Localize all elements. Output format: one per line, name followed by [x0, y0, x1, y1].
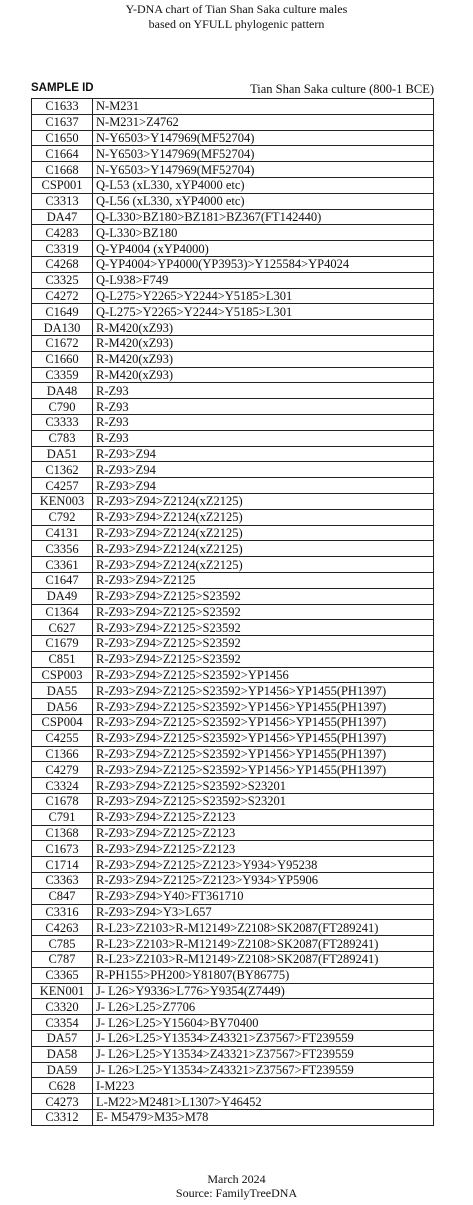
sample-id-cell: C3316	[32, 904, 93, 920]
table-row	[32, 952, 434, 968]
table-row	[32, 414, 434, 430]
haplogroup-cell: R-Z93>Z94>Z2125>Z2123	[93, 825, 434, 841]
sample-id-cell: C4283	[32, 225, 93, 241]
sample-id-cell: C1714	[32, 857, 93, 873]
table-row	[32, 383, 434, 399]
haplogroup-cell: R-Z93>Z94>Z2124(xZ2125)	[93, 493, 434, 509]
haplogroup-cell: R-Z93>Z94	[93, 478, 434, 494]
table-row	[32, 478, 434, 494]
sample-id-cell: C3333	[32, 414, 93, 430]
table-row	[32, 146, 434, 162]
table-row	[32, 572, 434, 588]
haplogroup-cell: R-Z93>Z94>Z2125>Z2123	[93, 841, 434, 857]
table-row	[32, 462, 434, 478]
haplogroup-cell: R-Z93>Z94>Z2125>S23592>YP1456>YP1455(PH1397)	[93, 715, 434, 731]
sample-id-cell: C4273	[32, 1094, 93, 1110]
sample-id-cell: C1637	[32, 114, 93, 130]
sample-id-cell: C3356	[32, 541, 93, 557]
haplogroup-cell: Q-L938>F749	[93, 272, 434, 288]
haplogroup-cell: R-Z93>Z94>Z2125>S23592>S23201	[93, 794, 434, 810]
chart-title	[0, 2, 473, 32]
haplogroup-cell: R-Z93>Z94>Z2125>S23592>YP1456>YP1455(PH1397)	[93, 683, 434, 699]
table-row	[32, 809, 434, 825]
table-row	[32, 636, 434, 652]
haplogroup-cell: N-Y6503>Y147969(MF52704)	[93, 146, 434, 162]
sample-id-cell: DA51	[32, 446, 93, 462]
haplogroup-cell: R-Z93>Z94>Z2125>S23592	[93, 651, 434, 667]
haplogroup-cell: R-Z93	[93, 399, 434, 415]
haplogroup-cell: J- L26>L25>Y15604>BY70400	[93, 1015, 434, 1031]
haplogroup-cell: R-Z93>Z94>Z2124(xZ2125)	[93, 557, 434, 573]
haplogroup-cell: R-Z93>Z94>Z2125>S23592>YP1456>YP1455(PH1397)	[93, 699, 434, 715]
table-row	[32, 225, 434, 241]
sample-id-cell: DA58	[32, 1046, 93, 1062]
haplogroup-cell: R-Z93>Z94>Z2124(xZ2125)	[93, 525, 434, 541]
table-row	[32, 209, 434, 225]
haplogroup-cell: I-M223	[93, 1078, 434, 1094]
sample-id-cell: C1678	[32, 794, 93, 810]
table-row	[32, 983, 434, 999]
sample-id-cell: C1364	[32, 604, 93, 620]
sample-id-cell: DA55	[32, 683, 93, 699]
haplogroup-cell: J- L26>L25>Z7706	[93, 999, 434, 1015]
haplogroup-cell: R-Z93>Z94>Z2125>S23592>S23201	[93, 778, 434, 794]
sample-id-cell: C3354	[32, 1015, 93, 1031]
sample-id-cell: C4255	[32, 730, 93, 746]
haplogroup-cell: J- L26>L25>Y13534>Z43321>Z37567>FT239559	[93, 1062, 434, 1078]
sample-id-cell: DA59	[32, 1062, 93, 1078]
table-row	[32, 730, 434, 746]
table-row	[32, 525, 434, 541]
sample-id-cell: C4268	[32, 256, 93, 272]
haplogroup-cell: R-Z93>Z94>Y40>FT361710	[93, 888, 434, 904]
sample-id-cell: C847	[32, 888, 93, 904]
table-row	[32, 873, 434, 889]
sample-id-cell: C1673	[32, 841, 93, 857]
chart-title-line-2: based on YFULL phylogenic pattern	[148, 17, 325, 31]
haplogroup-cell: Q-L330>BZ180	[93, 225, 434, 241]
haplogroup-cell: R-Z93>Z94	[93, 446, 434, 462]
table-row	[32, 857, 434, 873]
table-row	[32, 256, 434, 272]
table-row	[32, 162, 434, 178]
table-row	[32, 541, 434, 557]
table-row	[32, 177, 434, 193]
sample-id-cell: C1368	[32, 825, 93, 841]
haplogroup-cell: Q-L56 (xL330, xYP4000 etc)	[93, 193, 434, 209]
sample-id-cell: C1362	[32, 462, 93, 478]
table-row	[32, 999, 434, 1015]
haplogroup-cell: R-M420(xZ93)	[93, 367, 434, 383]
sample-id-header: SAMPLE ID	[31, 82, 94, 94]
table-row	[32, 335, 434, 351]
sample-id-cell: C3324	[32, 778, 93, 794]
haplogroup-table	[31, 98, 434, 1126]
table-row	[32, 367, 434, 383]
haplogroup-cell: R-Z93>Z94	[93, 462, 434, 478]
sample-id-cell: KEN003	[32, 493, 93, 509]
haplogroup-cell: J- L26>L25>Y13534>Z43321>Z37567>FT239559	[93, 1046, 434, 1062]
table-row	[32, 683, 434, 699]
haplogroup-cell: R-Z93>Z94>Z2125>S23592>YP1456	[93, 667, 434, 683]
table-row	[32, 114, 434, 130]
haplogroup-cell: Q-L275>Y2265>Y2244>Y5185>L301	[93, 304, 434, 320]
sample-id-cell: C1649	[32, 304, 93, 320]
table-row	[32, 967, 434, 983]
table-row	[32, 825, 434, 841]
sample-id-cell: C1664	[32, 146, 93, 162]
table-row	[32, 762, 434, 778]
sample-id-cell: C1633	[32, 99, 93, 115]
table-row	[32, 304, 434, 320]
sample-id-cell: C3320	[32, 999, 93, 1015]
haplogroup-cell: R-M420(xZ93)	[93, 320, 434, 336]
haplogroup-cell: R-Z93>Z94>Z2125>S23592>YP1456>YP1455(PH1397)	[93, 762, 434, 778]
table-row	[32, 620, 434, 636]
sample-id-cell: C3359	[32, 367, 93, 383]
table-row	[32, 130, 434, 146]
sample-id-cell: C3363	[32, 873, 93, 889]
haplogroup-cell: Q-L53 (xL330, xYP4000 etc)	[93, 177, 434, 193]
haplogroup-cell: R-Z93>Z94>Z2125>S23592>YP1456>YP1455(PH1397)	[93, 730, 434, 746]
sample-id-cell: C4272	[32, 288, 93, 304]
sample-id-cell: C1650	[32, 130, 93, 146]
haplogroup-cell: R-Z93>Z94>Y3>L657	[93, 904, 434, 920]
haplogroup-cell: R-Z93	[93, 414, 434, 430]
table-row	[32, 746, 434, 762]
table-row	[32, 841, 434, 857]
haplogroup-cell: N-M231	[93, 99, 434, 115]
table-row	[32, 193, 434, 209]
sample-id-cell: C4279	[32, 762, 93, 778]
sample-id-cell: C1668	[32, 162, 93, 178]
sample-id-cell: C787	[32, 952, 93, 968]
table-row	[32, 509, 434, 525]
haplogroup-cell: N-Y6503>Y147969(MF52704)	[93, 162, 434, 178]
table-row	[32, 399, 434, 415]
table-row	[32, 1062, 434, 1078]
haplogroup-cell: R-Z93>Z94>Z2124(xZ2125)	[93, 509, 434, 525]
table-row	[32, 288, 434, 304]
table-row	[32, 715, 434, 731]
table-row	[32, 1031, 434, 1047]
table-row	[32, 651, 434, 667]
table-row	[32, 351, 434, 367]
sample-id-cell: C790	[32, 399, 93, 415]
sample-id-cell: C3313	[32, 193, 93, 209]
haplogroup-cell: R-Z93	[93, 383, 434, 399]
sample-id-cell: C3325	[32, 272, 93, 288]
sample-id-cell: C1366	[32, 746, 93, 762]
haplogroup-cell: N-M231>Z4762	[93, 114, 434, 130]
haplogroup-cell: R-Z93>Z94>Z2125>Z2123	[93, 809, 434, 825]
sample-id-cell: C1660	[32, 351, 93, 367]
sample-id-cell: C851	[32, 651, 93, 667]
haplogroup-cell: R-Z93>Z94>Z2124(xZ2125)	[93, 541, 434, 557]
table-row	[32, 699, 434, 715]
sample-id-cell: C783	[32, 430, 93, 446]
haplogroup-cell: R-L23>Z2103>R-M12149>Z2108>SK2087(FT289241)	[93, 920, 434, 936]
sample-id-cell: DA57	[32, 1031, 93, 1047]
table-row	[32, 604, 434, 620]
haplogroup-cell: R-PH155>PH200>Y81807(BY86775)	[93, 967, 434, 983]
sample-id-cell: DA130	[32, 320, 93, 336]
sample-id-cell: DA56	[32, 699, 93, 715]
sample-id-cell: CSP003	[32, 667, 93, 683]
table-row	[32, 936, 434, 952]
haplogroup-cell: R-Z93>Z94>Z2125>S23592	[93, 588, 434, 604]
sample-id-cell: C628	[32, 1078, 93, 1094]
footer-date: March 2024	[207, 1172, 266, 1186]
haplogroup-cell: R-M420(xZ93)	[93, 351, 434, 367]
sample-id-cell: C785	[32, 936, 93, 952]
sample-id-cell: CSP004	[32, 715, 93, 731]
table-row	[32, 241, 434, 257]
table-row	[32, 667, 434, 683]
table-row	[32, 1110, 434, 1126]
haplogroup-cell: R-Z93	[93, 430, 434, 446]
table-row	[32, 430, 434, 446]
culture-header: Tian Shan Saka culture (800-1 BCE)	[250, 82, 434, 96]
sample-id-cell: C1672	[32, 335, 93, 351]
haplogroup-cell: N-Y6503>Y147969(MF52704)	[93, 130, 434, 146]
footer-source: Source: FamilyTreeDNA	[175, 1186, 298, 1200]
footer	[0, 1172, 473, 1200]
sample-id-cell: C3361	[32, 557, 93, 573]
table-row	[32, 1015, 434, 1031]
haplogroup-cell: R-Z93>Z94>Z2125>S23592	[93, 604, 434, 620]
table-row	[32, 794, 434, 810]
haplogroup-cell: R-Z93>Z94>Z2125>Z2123>Y934>YP5906	[93, 873, 434, 889]
sample-id-cell: DA47	[32, 209, 93, 225]
sample-id-cell: C1647	[32, 572, 93, 588]
haplogroup-cell: J- L26>Y9336>L776>Y9354(Z7449)	[93, 983, 434, 999]
haplogroup-cell: Q-L330>BZ180>BZ181>BZ367(FT142440)	[93, 209, 434, 225]
sample-id-cell: C1679	[32, 636, 93, 652]
haplogroup-cell: Q-YP4004 (xYP4000)	[93, 241, 434, 257]
table-row	[32, 588, 434, 604]
haplogroup-cell: R-Z93>Z94>Z2125>S23592>YP1456>YP1455(PH1397)	[93, 746, 434, 762]
haplogroup-cell: R-Z93>Z94>Z2125>Z2123>Y934>Y95238	[93, 857, 434, 873]
chart-title-line-1: Y-DNA chart of Tian Shan Saka culture males	[125, 2, 348, 16]
sample-id-cell: DA48	[32, 383, 93, 399]
table-row	[32, 778, 434, 794]
sample-id-cell: C3319	[32, 241, 93, 257]
haplogroup-cell: J- L26>L25>Y13534>Z43321>Z37567>FT239559	[93, 1031, 434, 1047]
haplogroup-cell: R-Z93>Z94>Z2125>S23592	[93, 636, 434, 652]
table-row	[32, 1078, 434, 1094]
sample-id-cell: C792	[32, 509, 93, 525]
sample-id-cell: C4131	[32, 525, 93, 541]
table-row	[32, 920, 434, 936]
table-row	[32, 446, 434, 462]
table-row	[32, 1094, 434, 1110]
table-row	[32, 888, 434, 904]
haplogroup-cell: R-M420(xZ93)	[93, 335, 434, 351]
haplogroup-cell: R-L23>Z2103>R-M12149>Z2108>SK2087(FT289241)	[93, 952, 434, 968]
sample-id-cell: C627	[32, 620, 93, 636]
sample-id-cell: CSP001	[32, 177, 93, 193]
sample-id-cell: C4257	[32, 478, 93, 494]
haplogroup-cell: R-L23>Z2103>R-M12149>Z2108>SK2087(FT289241)	[93, 936, 434, 952]
table-row	[32, 1046, 434, 1062]
haplogroup-table-body	[32, 99, 434, 1126]
haplogroup-cell: L-M22>M2481>L1307>Y46452	[93, 1094, 434, 1110]
haplogroup-cell: Q-L275>Y2265>Y2244>Y5185>L301	[93, 288, 434, 304]
sample-id-cell: C791	[32, 809, 93, 825]
table-row	[32, 272, 434, 288]
haplogroup-cell: R-Z93>Z94>Z2125>S23592	[93, 620, 434, 636]
haplogroup-cell: R-Z93>Z94>Z2125	[93, 572, 434, 588]
table-row	[32, 99, 434, 115]
haplogroup-cell: Q-YP4004>YP4000(YP3953)>Y125584>YP4024	[93, 256, 434, 272]
sample-id-cell: DA49	[32, 588, 93, 604]
table-header	[31, 82, 434, 98]
table-row	[32, 557, 434, 573]
sample-id-cell: C3365	[32, 967, 93, 983]
sample-id-cell: C4263	[32, 920, 93, 936]
table-row	[32, 320, 434, 336]
sample-id-cell: KEN001	[32, 983, 93, 999]
table-row	[32, 904, 434, 920]
table-row	[32, 493, 434, 509]
haplogroup-cell: E- M5479>M35>M78	[93, 1110, 434, 1126]
sample-id-cell: C3312	[32, 1110, 93, 1126]
